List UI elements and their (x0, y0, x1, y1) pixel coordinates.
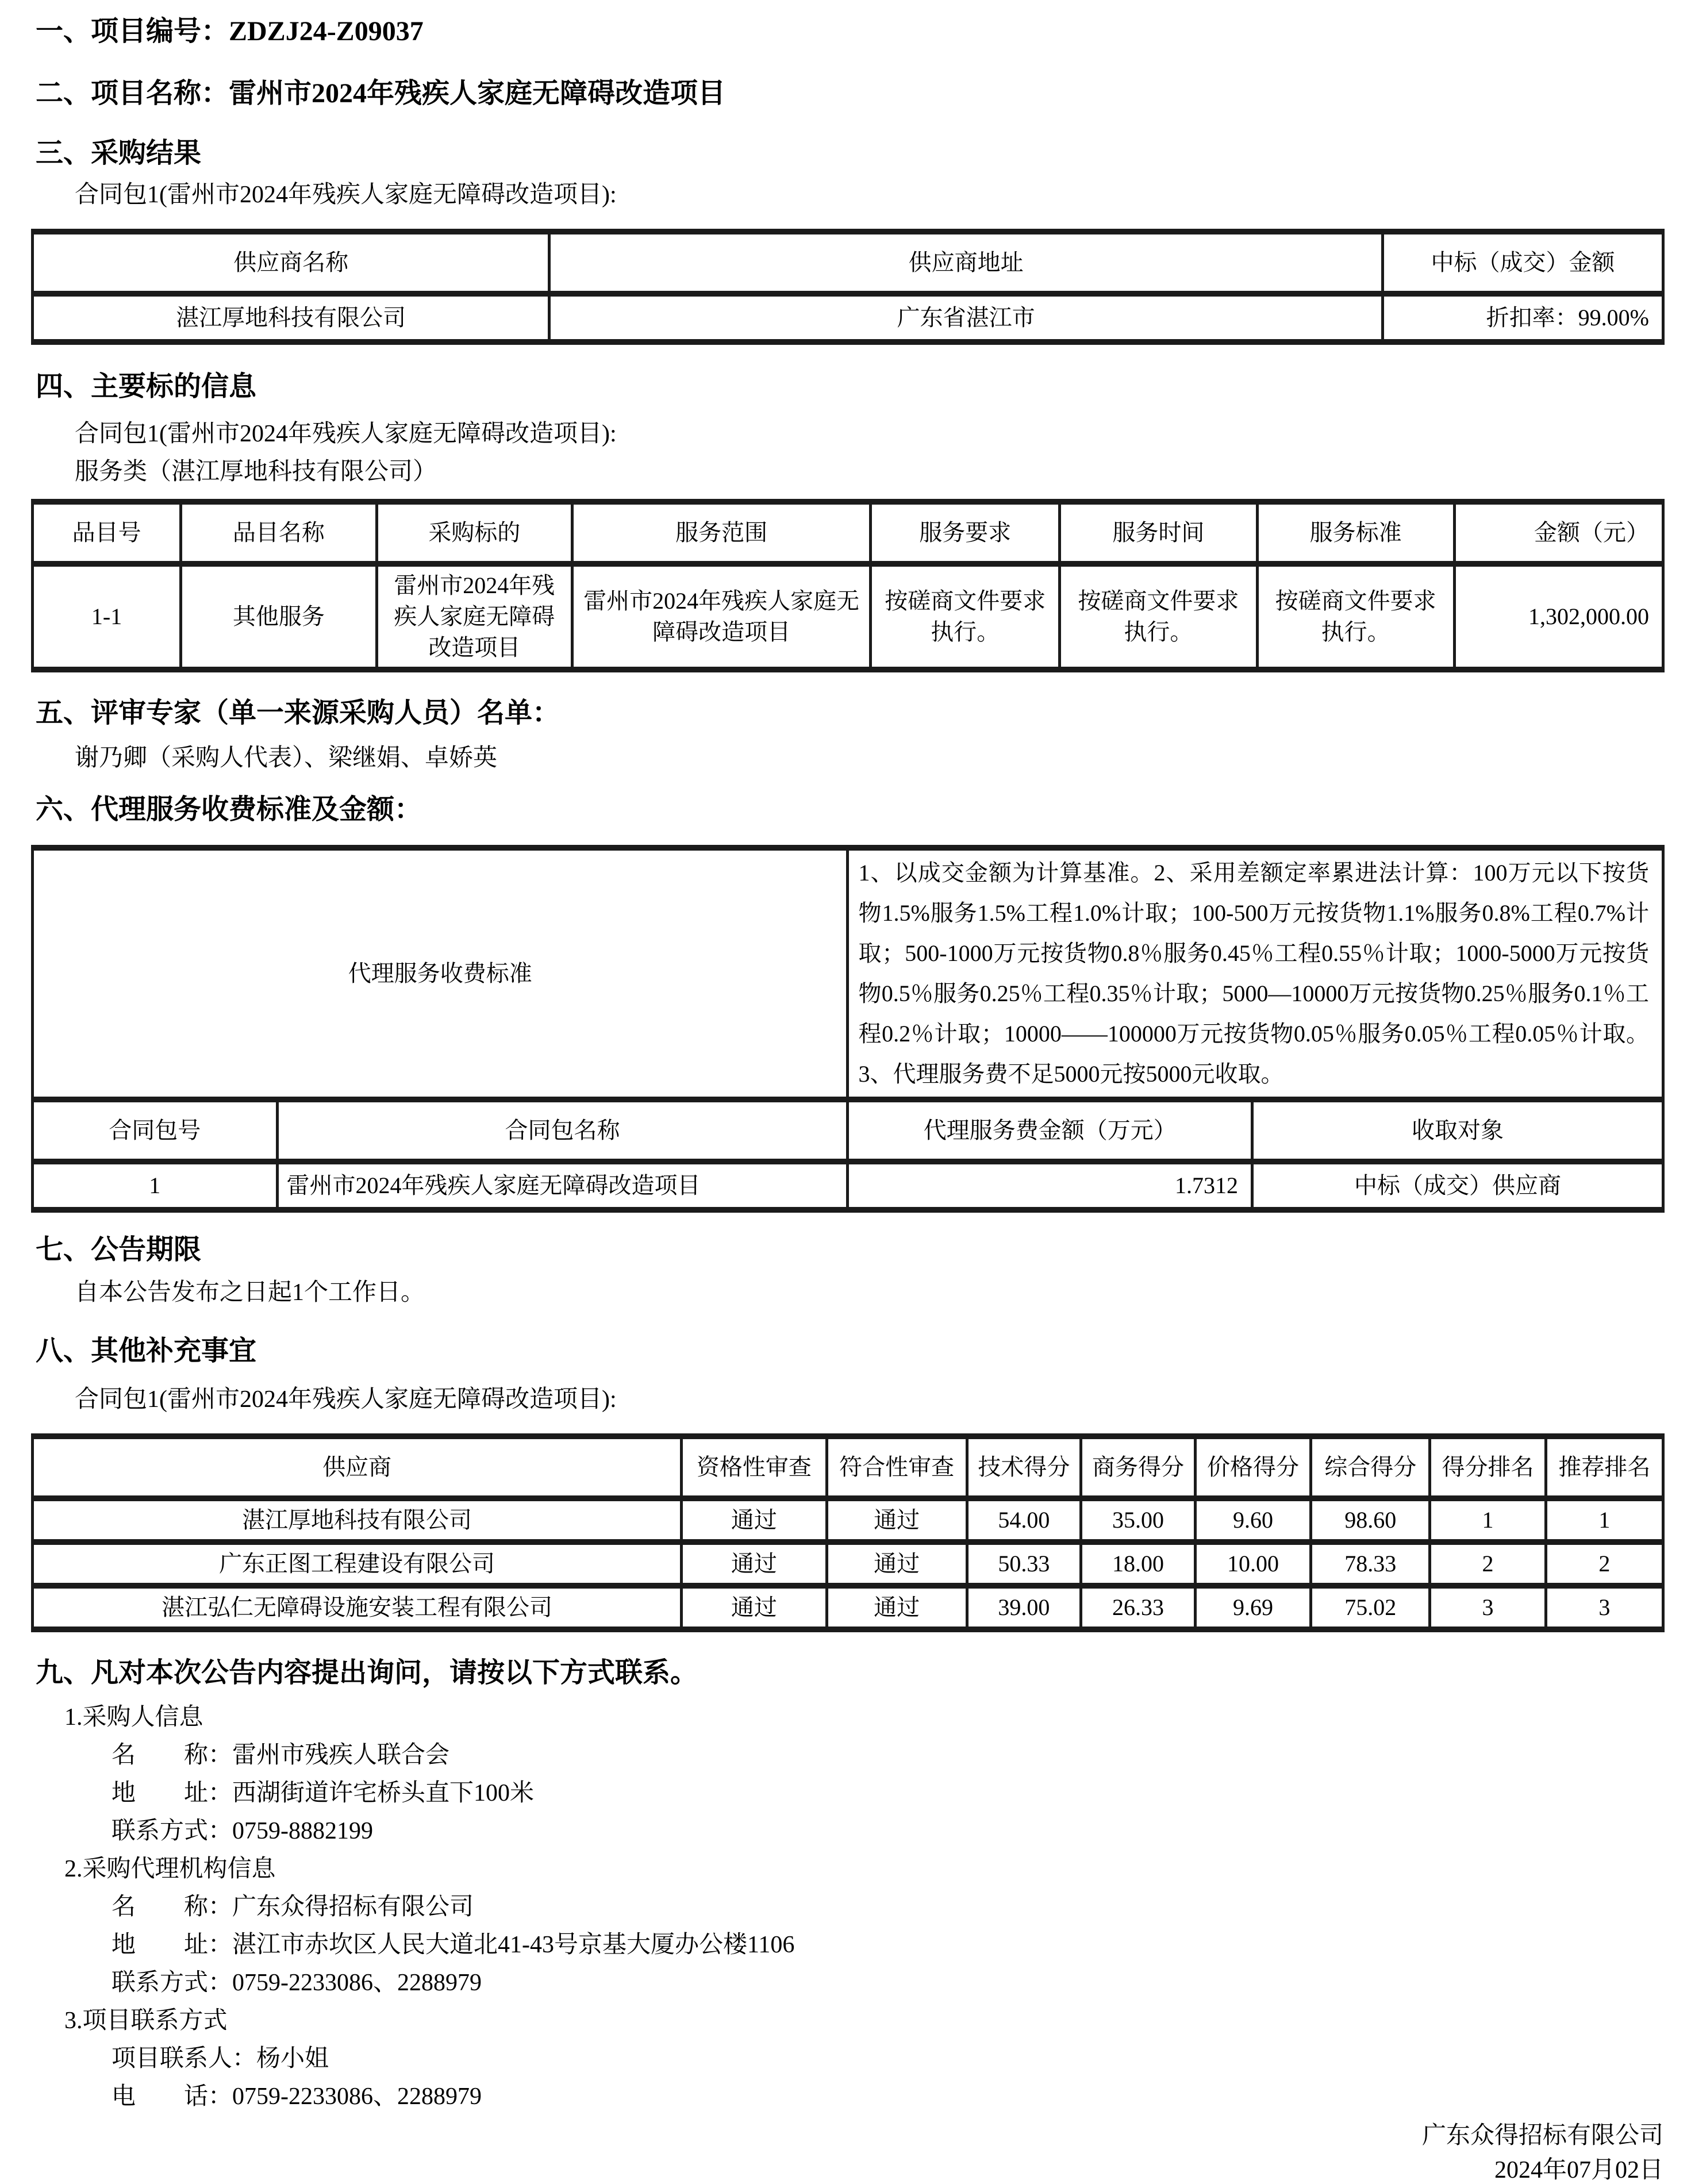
heading-other-matters: 八、其他补充事宜 (36, 1336, 257, 1366)
table-cell: 1.7312 (848, 1162, 1252, 1210)
table-cell: 9.69 (1195, 1586, 1310, 1629)
purchaser-phone: 联系方式：0759-8882199 (112, 1818, 373, 1844)
heading-experts: 五、评审专家（单一来源采购人员）名单： (36, 698, 560, 728)
table-cell: 广东正图工程建设有限公司 (33, 1542, 682, 1586)
table-cell: 26.33 (1081, 1586, 1196, 1629)
table-cell: 1 (1430, 1498, 1546, 1542)
table-cell: 按磋商文件要求执行。 (1060, 564, 1257, 670)
table-cell: 3 (1546, 1586, 1663, 1629)
purchaser-info-title: 1.采购人信息 (64, 1704, 203, 1731)
table-cell: 湛江厚地科技有限公司 (33, 294, 549, 342)
header-cell: 供应商 (33, 1436, 682, 1498)
header-cell: 供应商名称 (33, 232, 549, 294)
package-line-other: 合同包1(雷州市2024年残疾人家庭无障碍改造项目): (75, 1386, 617, 1413)
table-header-row (33, 1099, 1663, 1162)
service-class-line: 服务类（湛江厚地科技有限公司） (75, 459, 437, 485)
table-cell: 35.00 (1081, 1498, 1196, 1542)
fee-standard-label: 代理服务收费标准 (33, 848, 848, 1099)
header-cell: 资格性审查 (682, 1436, 827, 1498)
table-row (33, 294, 1663, 342)
project-contact-phone: 电 话：0759-2233086、2288979 (112, 2083, 482, 2110)
table-row (33, 1586, 1663, 1629)
header-cell: 代理服务费金额（万元） (848, 1099, 1252, 1162)
table-cell: 湛江弘仁无障碍设施安装工程有限公司 (33, 1586, 682, 1629)
heading-procurement-result: 三、采购结果 (36, 138, 202, 168)
table-header-row (33, 232, 1663, 294)
agency-name: 名 称：广东众得招标有限公司 (112, 1894, 474, 1920)
footer-company-name: 广东众得招标有限公司 (1421, 2123, 1663, 2149)
table-cell: 雷州市2024年残疾人家庭无障碍改造项目 (376, 564, 572, 670)
header-cell: 服务范围 (572, 502, 871, 564)
header-cell: 金额（元） (1454, 502, 1663, 564)
table-cell: 通过 (827, 1498, 967, 1542)
table-row (33, 1542, 1663, 1586)
project-contact-title: 3.项目联系方式 (64, 2008, 228, 2034)
subject-table (31, 499, 1665, 672)
header-cell: 得分排名 (1430, 1436, 1546, 1498)
table-cell: 78.33 (1311, 1542, 1430, 1586)
header-cell: 品目名称 (181, 502, 376, 564)
table-header-row (33, 502, 1663, 564)
notice-period-text: 自本公告发布之日起1个工作日。 (75, 1279, 425, 1306)
header-cell: 推荐排名 (1546, 1436, 1663, 1498)
table-cell: 54.00 (967, 1498, 1081, 1542)
table-cell: 通过 (827, 1586, 967, 1629)
header-cell: 符合性审查 (827, 1436, 967, 1498)
package-line-subject: 合同包1(雷州市2024年残疾人家庭无障碍改造项目): (75, 421, 617, 447)
header-cell: 服务时间 (1060, 502, 1257, 564)
table-cell: 1 (1546, 1498, 1663, 1542)
score-table (31, 1433, 1665, 1632)
table-cell: 75.02 (1311, 1586, 1430, 1629)
header-cell: 采购标的 (376, 502, 572, 564)
table-cell: 2 (1546, 1542, 1663, 1586)
table-cell: 1 (33, 1162, 278, 1210)
table-cell: 湛江厚地科技有限公司 (33, 1498, 682, 1542)
table-cell: 98.60 (1311, 1498, 1430, 1542)
table-cell: 按磋商文件要求执行。 (871, 564, 1060, 670)
header-cell: 品目号 (33, 502, 181, 564)
heading-notice-period: 七、公告期限 (36, 1235, 202, 1265)
experts-names: 谢乃卿（采购人代表）、梁继娟、卓娇英 (75, 745, 498, 771)
heading-agency-fee: 六、代理服务收费标准及金额： (36, 794, 422, 825)
result-table (31, 229, 1665, 345)
fee-standard-text: 1、以成交金额为计算基准。2、采用差额定率累进法计算：100万元以下按货物1.5%服务1.5%工程1.0%计取；100-500万元按货物1.1%服务0.8%工程0.7%计取；500-1000万元按货物0.8％服务0.45％工程0.55％计取；1000-5000万元按货物0.5％服务0.25％工程0.35％计取；5000—10000万元按货物0.25％服务0.1％工程0.2％计取；10000——100000万元按货物0.05％服务0.05％工程0.05％计取。3、代理服务费不足5000元按5000元收取。 (848, 848, 1663, 1099)
header-cell: 中标（成交）金额 (1383, 232, 1663, 294)
table-row (33, 1498, 1663, 1542)
table-cell: 通过 (827, 1542, 967, 1586)
table-cell: 50.33 (967, 1542, 1081, 1586)
table-cell: 折扣率：99.00% (1383, 294, 1663, 342)
heading-project-name: 二、项目名称：雷州市2024年残疾人家庭无障碍改造项目 (36, 78, 726, 109)
agency-address: 地 址：湛江市赤坎区人民大道北41-43号京基大厦办公楼1106 (112, 1932, 795, 1958)
header-cell: 技术得分 (967, 1436, 1081, 1498)
table-cell: 18.00 (1081, 1542, 1196, 1586)
header-cell: 供应商地址 (549, 232, 1383, 294)
agency-info-title: 2.采购代理机构信息 (64, 1856, 276, 1882)
header-cell: 收取对象 (1252, 1099, 1663, 1162)
table-cell: 通过 (682, 1542, 827, 1586)
agency-fee-table (31, 845, 1665, 1213)
table-row (33, 1162, 1663, 1210)
table-cell: 雷州市2024年残疾人家庭无障碍改造项目 (277, 1162, 848, 1210)
table-cell: 9.60 (1195, 1498, 1310, 1542)
table-cell: 1,302,000.00 (1454, 564, 1663, 670)
header-cell: 综合得分 (1311, 1436, 1430, 1498)
project-contact-person: 项目联系人：杨小姐 (112, 2045, 329, 2072)
heading-project-number: 一、项目编号：ZDZJ24-Z09037 (36, 16, 424, 47)
table-cell: 通过 (682, 1586, 827, 1629)
header-cell: 商务得分 (1081, 1436, 1196, 1498)
table-cell: 3 (1430, 1586, 1546, 1629)
table-cell: 10.00 (1195, 1542, 1310, 1586)
heading-subject-info: 四、主要标的信息 (36, 371, 257, 402)
header-cell: 服务标准 (1257, 502, 1454, 564)
table-cell: 按磋商文件要求执行。 (1257, 564, 1454, 670)
table-cell: 39.00 (967, 1586, 1081, 1629)
header-cell: 合同包名称 (277, 1099, 848, 1162)
table-header-row (33, 1436, 1663, 1498)
header-cell: 合同包号 (33, 1099, 278, 1162)
table-cell: 1-1 (33, 564, 181, 670)
footer-date: 2024年07月02日 (1494, 2157, 1663, 2183)
table-row (33, 564, 1663, 670)
fee-standard-row (33, 848, 1663, 1099)
purchaser-address: 地 址：西湖街道许宅桥头直下100米 (112, 1780, 535, 1806)
table-cell: 其他服务 (181, 564, 376, 670)
header-cell: 价格得分 (1195, 1436, 1310, 1498)
table-cell: 广东省湛江市 (549, 294, 1383, 342)
purchaser-name: 名 称：雷州市残疾人联合会 (112, 1742, 450, 1768)
header-cell: 服务要求 (871, 502, 1060, 564)
table-cell: 通过 (682, 1498, 827, 1542)
agency-phone: 联系方式：0759-2233086、2288979 (112, 1970, 482, 1996)
table-cell: 中标（成交）供应商 (1252, 1162, 1663, 1210)
table-cell: 雷州市2024年残疾人家庭无障碍改造项目 (572, 564, 871, 670)
heading-inquiry-contact: 九、凡对本次公告内容提出询问，请按以下方式联系。 (36, 1658, 698, 1688)
package-line-result: 合同包1(雷州市2024年残疾人家庭无障碍改造项目): (75, 182, 617, 208)
table-cell: 2 (1430, 1542, 1546, 1586)
